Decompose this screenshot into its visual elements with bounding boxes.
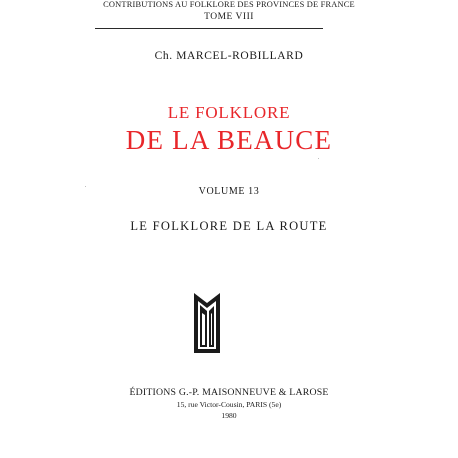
publisher-mark-icon bbox=[192, 291, 222, 355]
publication-year: 1980 bbox=[221, 411, 237, 420]
volume-number: VOLUME 13 bbox=[198, 186, 260, 197]
author-name: Ch. MARCEL-ROBILLARD bbox=[154, 50, 304, 62]
paper-speck bbox=[318, 158, 319, 159]
paper-speck bbox=[85, 186, 86, 187]
series-title: CONTRIBUTIONS AU FOLKLORE DES PROVINCES DE FRANCE bbox=[103, 0, 355, 9]
publisher-address: 15, rue Victor-Cousin, PARIS (5e) bbox=[176, 400, 282, 409]
publisher-name: ÉDITIONS G.-P. MAISONNEUVE & LAROSE bbox=[129, 387, 329, 398]
header-rule bbox=[95, 28, 323, 29]
book-title-line1: LE FOLKLORE bbox=[167, 103, 291, 122]
book-title-line2: DE LA BEAUCE bbox=[125, 125, 333, 155]
book-subtitle: LE FOLKLORE DE LA ROUTE bbox=[130, 219, 328, 233]
tome-number: TOME VIII bbox=[204, 12, 254, 22]
